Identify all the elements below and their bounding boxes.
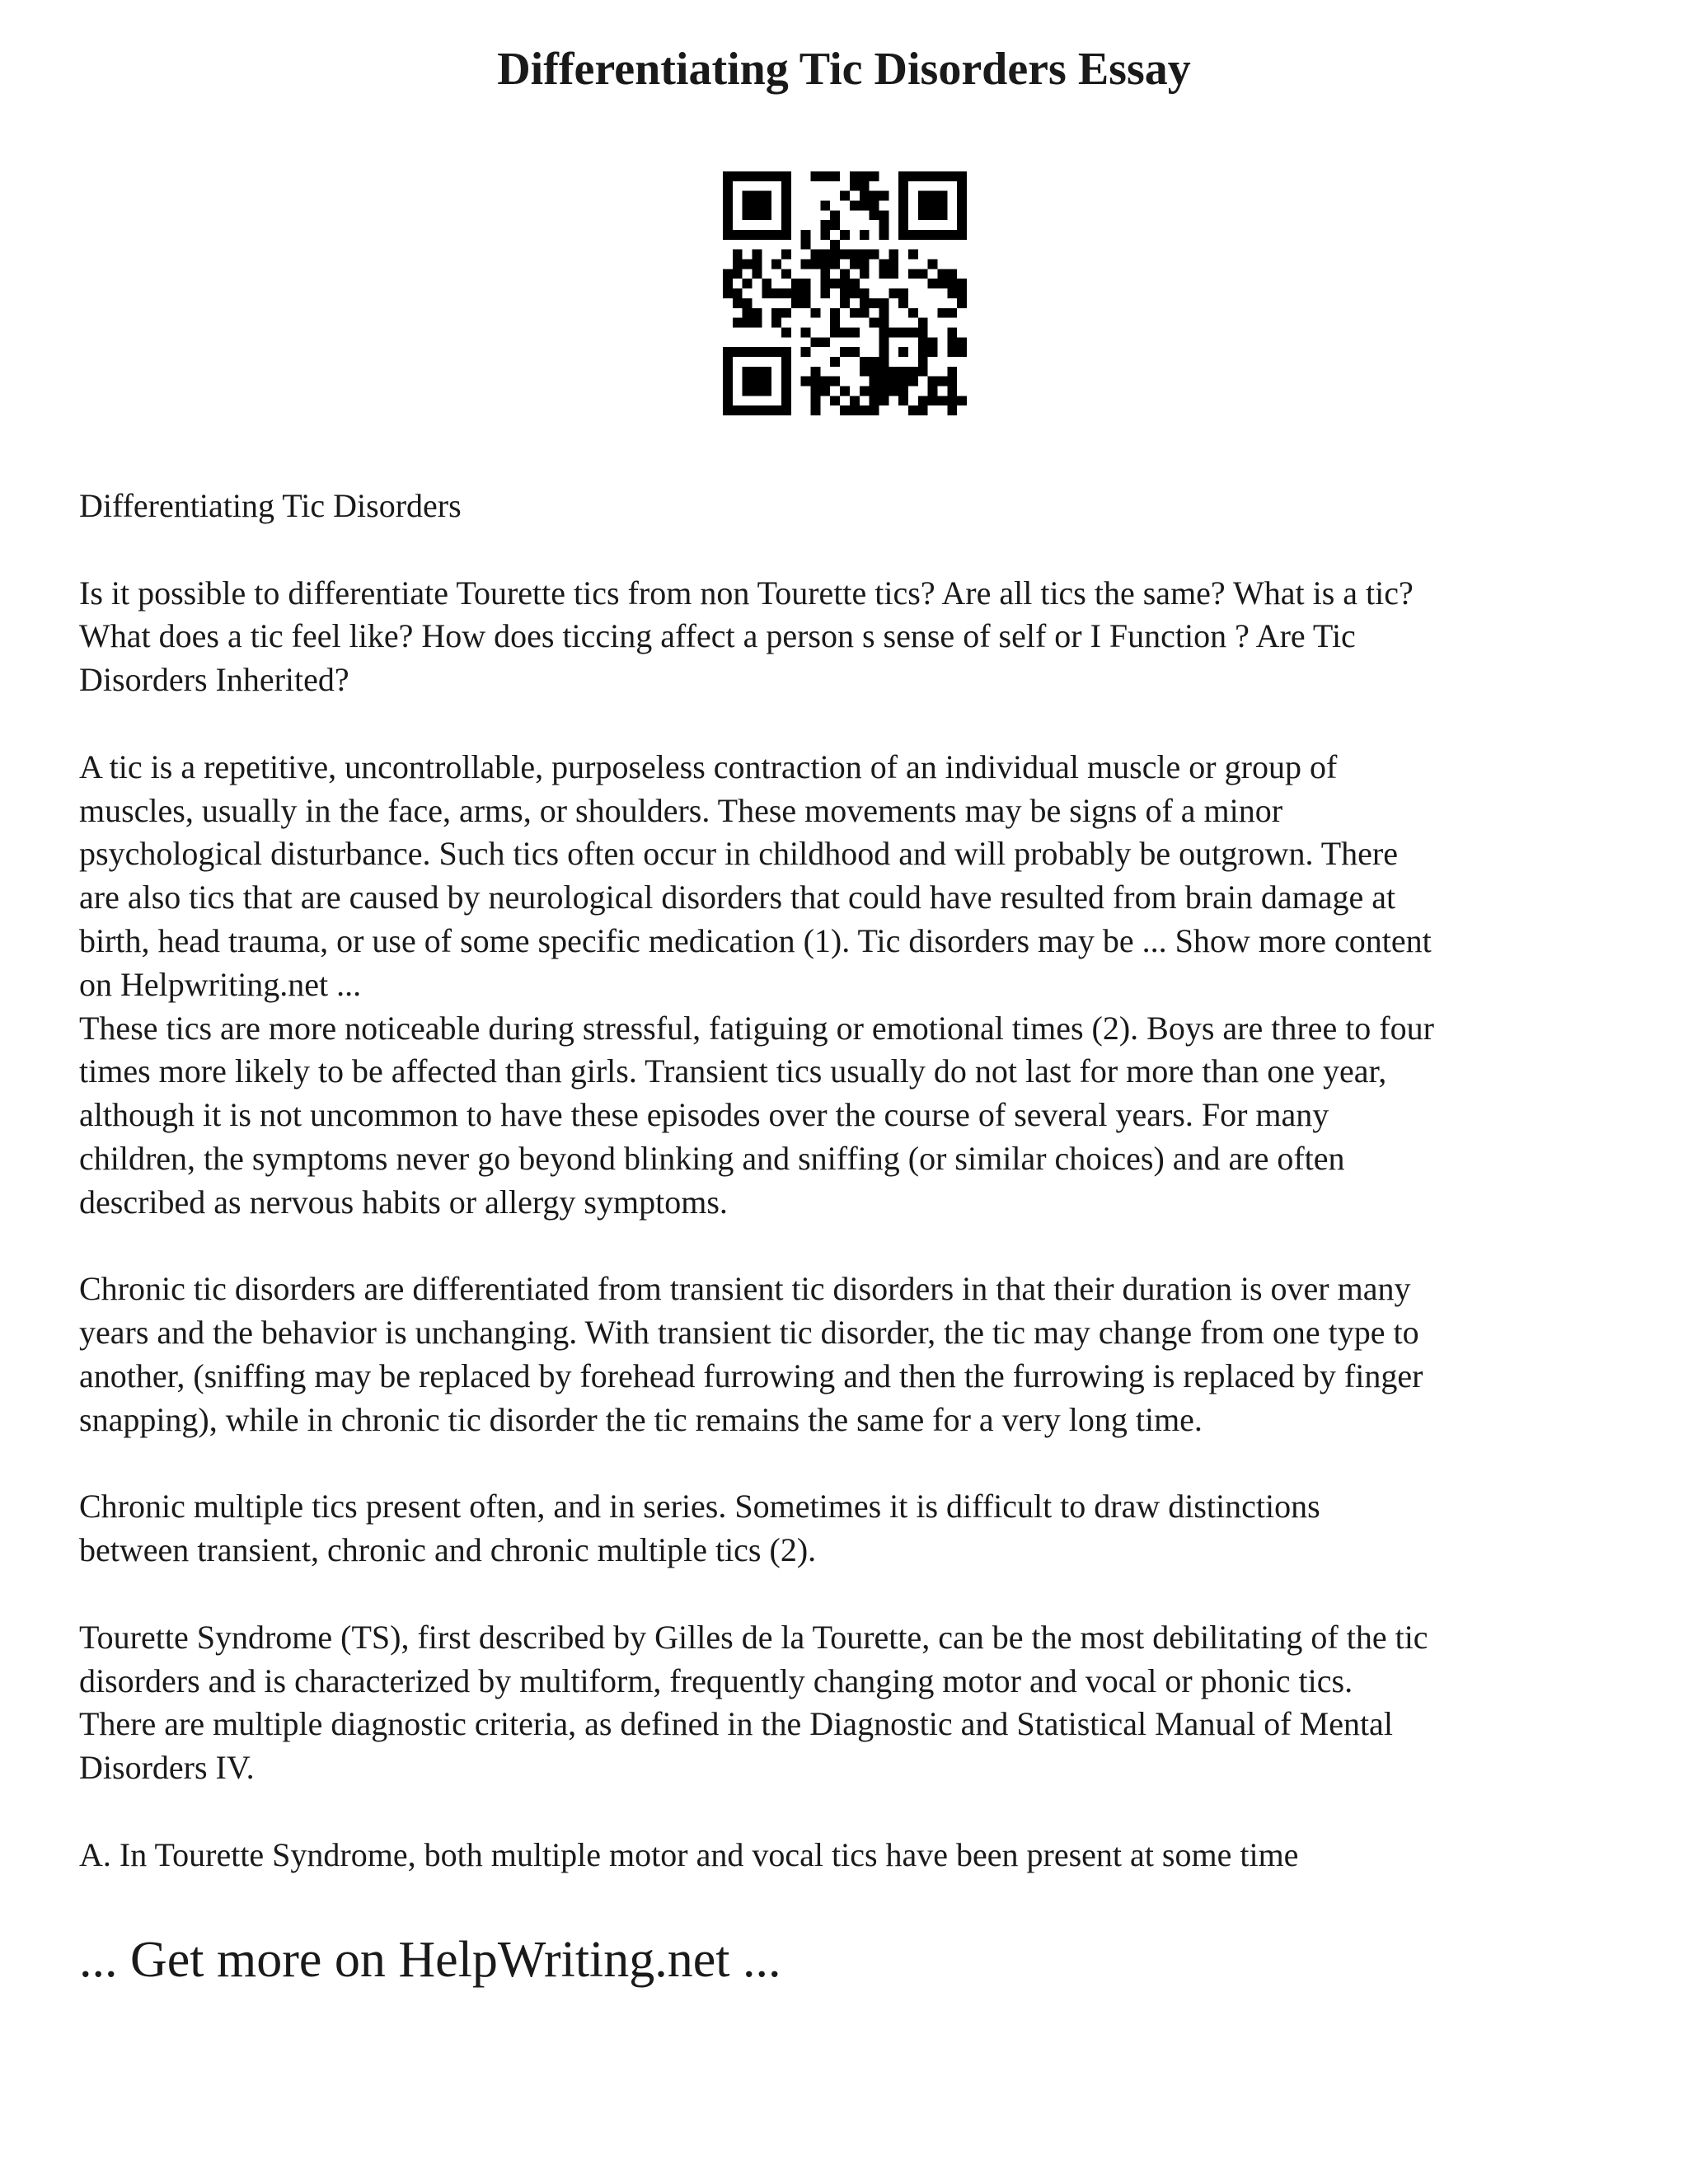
paragraph-intro: Is it possible to differentiate Tourette tics from non Tourette tics? Are all tics the same? What is a tic? What does a tic feel like? How does ticcing affect a person s sense of self or I Function ? Are Tic Disorders Inherited? [79, 574, 1414, 699]
paragraph-multiple: Chronic multiple tics present often, and in series. Sometimes it is difficult to draw distinctions between transient, chronic and chronic multiple tics (2). [79, 1488, 1320, 1569]
paragraph-tourette: Tourette Syndrome (TS), first described by Gilles de la Tourette, can be the most debilitating of the tic disorders and is characterized by multiform, frequently changing motor and vocal or phonic tics. There are multiple diagnostic criteria, as defined in the Diagnostic and Statistical Manual of Mental Disorders IV. [79, 1618, 1428, 1787]
get-more-link[interactable]: ... Get more on HelpWriting.net ... [79, 1932, 781, 1988]
paragraph-chronic: Chronic tic disorders are differentiated from transient tic disorders in that their duration is over many years and the behavior is unchanging. With transient tic disorder, the tic may change from one type to another, (sniffing may be replaced by forehead furrowing and then the furrowing is replaced by finger snapping), while in chronic tic disorder the tic remains the same for a very long time. [79, 1270, 1423, 1438]
document-title: Differentiating Tic Disorders Essay [497, 44, 1191, 95]
paragraph-criteria: A. In Tourette Syndrome, both multiple motor and vocal tics have been present at some time [79, 1835, 1299, 1873]
paragraph-transient: These tics are more noticeable during stressful, fatiguing or emotional times (2). Boys are three to four times more likely to be affected than girls. Transient tics usually do not last for more than one year, although it is not uncommon to have these episodes over the course of several years. For many children, the symptoms never go beyond blinking and sniffing (or similar choices) and are often described as nervous habits or allergy symptoms. [79, 1009, 1434, 1221]
qr-code-icon [723, 171, 967, 415]
document-body [79, 485, 1629, 1877]
section-heading: Differentiating Tic Disorders [79, 487, 462, 524]
paragraph-definition: A tic is a repetitive, uncontrollable, purposeless contraction of an individual muscle or group of muscles, usually in the face, arms, or shoulders. These movements may be signs of a minor psychological disturbance. Such tics often occur in childhood and will probably be outgrown. There are also tics that are caused by neurological disorders that could have resulted from brain damage at birth, head trauma, or use of some specific medication (1). Tic disorders may be ... Show more content on Helpwriting.net ... [79, 748, 1432, 1003]
